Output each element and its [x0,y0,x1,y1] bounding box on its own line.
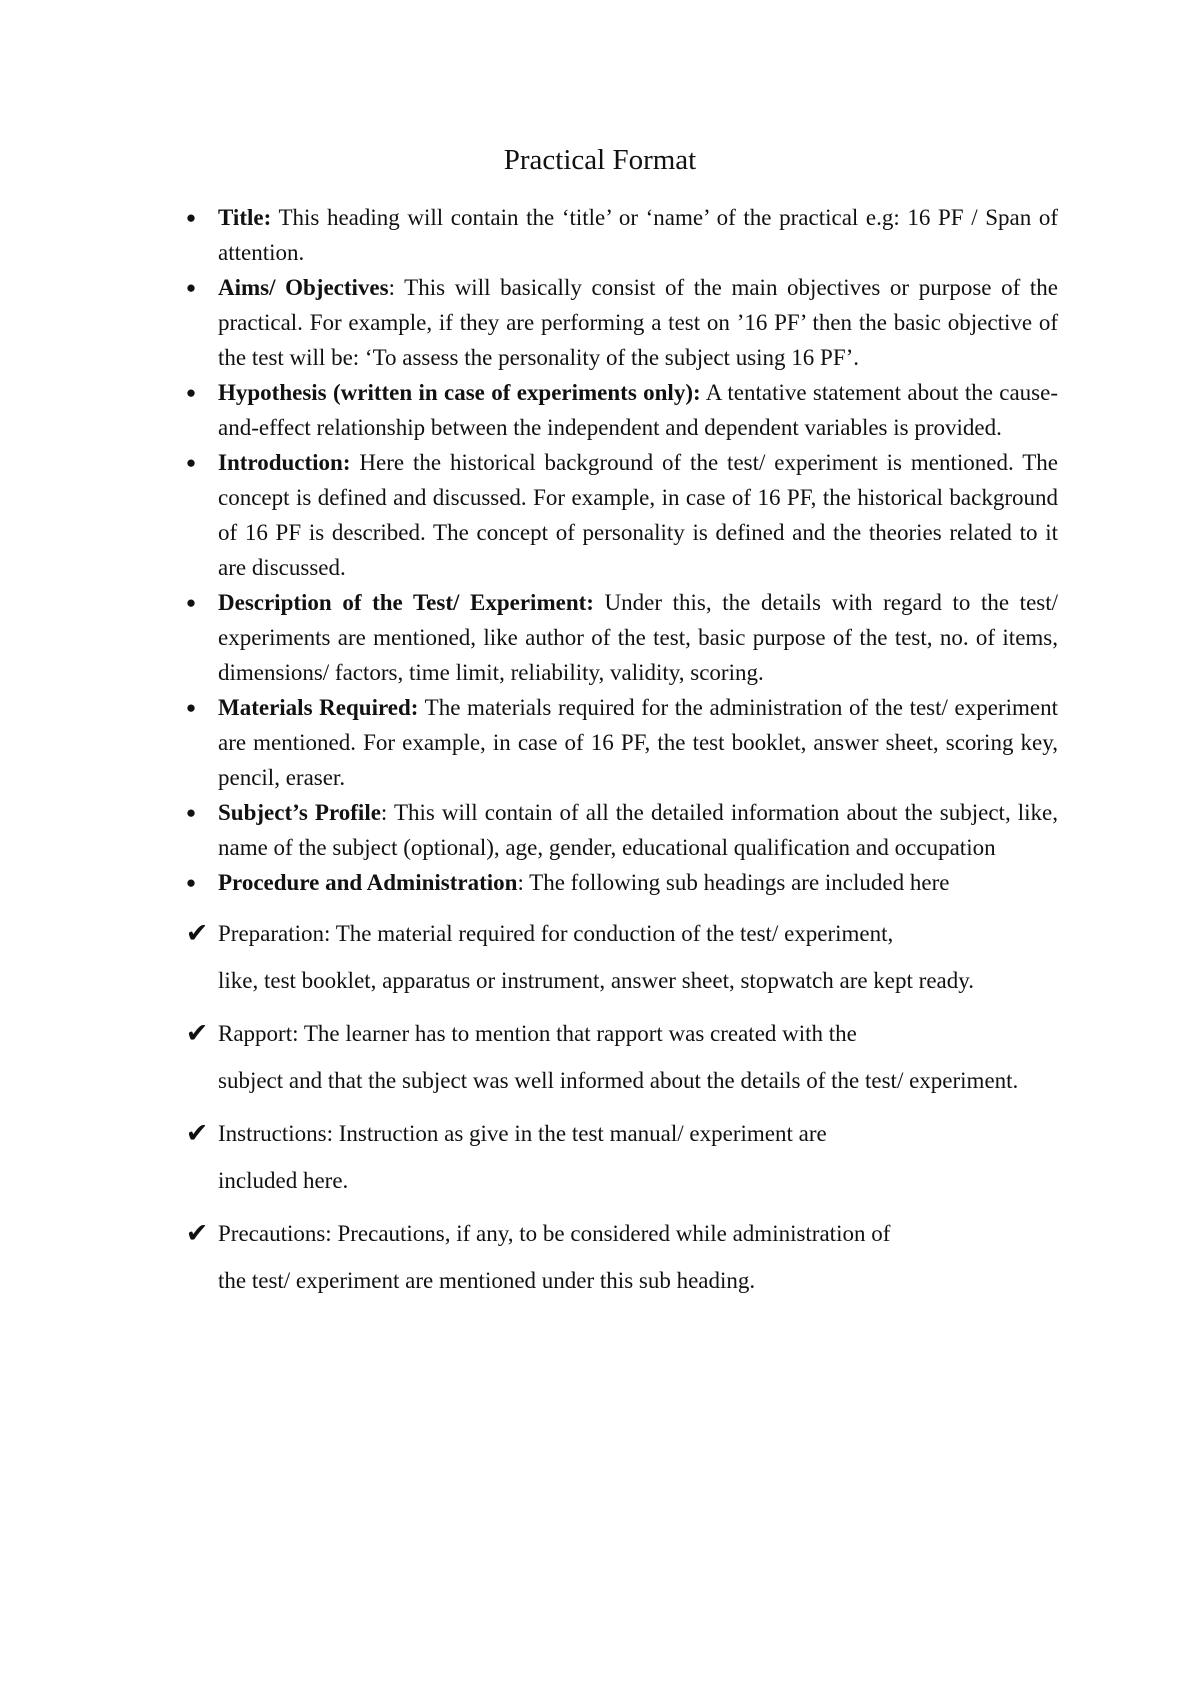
item-text: Here the historical background of the test/ experiment is mentioned. The concept is defined and discussed. For example, in case of 16 PF, the historical background of 16 PF is described. The concept of personality is defined and the theories related to it are discussed. [218,450,1058,580]
sub-item-continuation: like, test booklet, apparatus or instrument, answer sheet, stopwatch are kept ready. [218,968,974,993]
sub-list-item [185,910,1058,1004]
sub-item-first-line: Rapport: The learner has to mention that rapport was created with the [218,1021,857,1046]
sub-list-item [185,1010,1058,1104]
bullet-icon: ● [185,873,197,892]
item-heading: Description of the Test/ Experiment: [218,590,594,615]
item-heading: Title: [218,205,272,230]
list-item [185,795,1058,865]
bullet-icon: ● [185,278,197,297]
item-heading: Introduction: [218,450,351,475]
bullet-icon: ● [185,208,197,227]
sub-list [185,910,1058,1304]
sub-item-first-line: Preparation: The material required for conduction of the test/ experiment, [218,921,894,946]
main-list [185,200,1059,900]
item-heading: Hypothesis (written in case of experiments only): [218,380,701,405]
item-text: : This will basically consist of the main objectives or purpose of the practical. For example, if they are performing a test on ’16 PF’ then the basic objective of the test will be: ‘To assess the personality of the subject using 16 PF’. [218,275,1059,370]
bullet-icon: ● [185,453,197,472]
bullet-icon: ● [185,803,197,822]
list-item [185,445,1058,585]
sub-list-item [185,1110,1058,1204]
checkmark-icon: ✔ [185,1218,209,1248]
checkmark-icon: ✔ [185,1018,209,1048]
item-heading: Aims/ Objectives [218,275,389,300]
list-item [185,200,1058,270]
checkmark-icon: ✔ [185,918,209,948]
item-text: : The following sub headings are included here [517,870,950,895]
item-heading: Materials Required: [218,695,419,720]
page-title: Practical Format [503,144,697,176]
item-heading: Procedure and Administration [218,870,518,895]
sub-item-continuation: included here. [218,1168,349,1193]
document-body [185,200,1059,1310]
bullet-icon: ● [185,698,197,717]
sub-item-continuation: subject and that the subject was well informed about the details of the test/ experiment. [218,1068,1019,1093]
item-text: The materials required for the administration of the test/ experiment are mentioned. For example, in case of 16 PF, the test booklet, answer sheet, scoring key, pencil, eraser. [218,695,1059,790]
sub-item-first-line: Precautions: Precautions, if any, to be considered while administration of [218,1221,891,1246]
sub-item-continuation: the test/ experiment are mentioned under this sub heading. [218,1268,756,1293]
list-item [185,865,1058,900]
list-item [185,270,1059,375]
item-text: A tentative statement about the cause-and-effect relationship between the independent and dependent variables is provided. [218,380,1058,440]
bullet-icon: ● [185,383,197,402]
item-heading: Subject’s Profile [218,800,381,825]
sub-list-item [185,1210,1058,1304]
item-text: This heading will contain the ‘title’ or ‘name’ of the practical e.g: 16 PF / Span of attention. [218,205,1058,265]
item-text: : This will contain of all the detailed information about the subject, like, name of the subject (optional), age, gender, educational qualification and occupation [218,800,1058,860]
checkmark-icon: ✔ [185,1118,209,1148]
list-item [185,585,1059,690]
list-item [185,375,1058,445]
item-text: Under this, the details with regard to the test/ experiments are mentioned, like author of the test, basic purpose of the test, no. of items, dimensions/ factors, time limit, reliability, validity, scoring. [218,590,1059,685]
sub-item-first-line: Instructions: Instruction as give in the test manual/ experiment are [218,1121,827,1146]
bullet-icon: ● [185,593,197,612]
list-item [185,690,1059,795]
